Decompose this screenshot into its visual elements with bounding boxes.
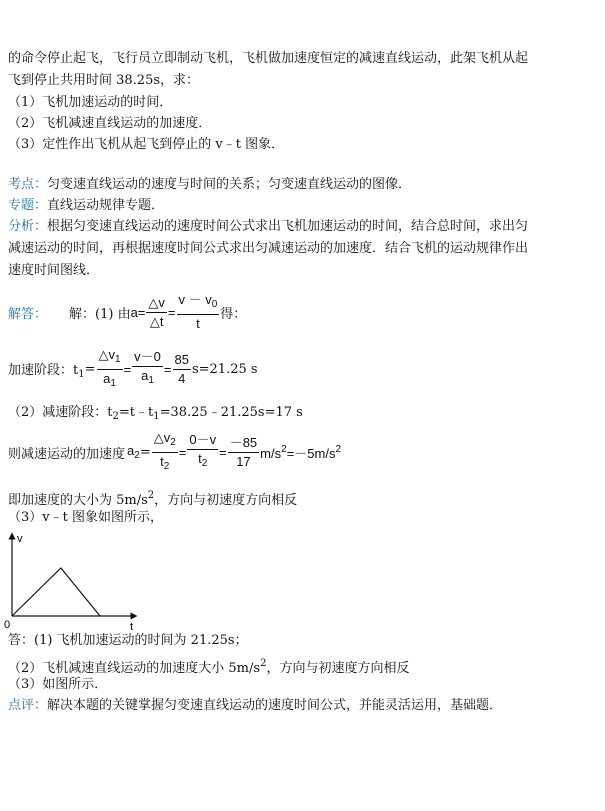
frac-85-4: $\frac{85}{4}$: [174, 351, 189, 386]
frac-den-dt: △t: [149, 313, 164, 329]
decel-prefix: 则减速运动的加速度: [8, 446, 126, 462]
t-axis-label: t: [130, 621, 134, 632]
stage1-prefix: 加速阶段：$t_1$: [8, 362, 85, 380]
frac-v-v0-t: [177, 291, 220, 333]
fenxi-label: 分析：: [8, 219, 48, 234]
dianping-label: 点评：: [8, 698, 48, 713]
jieda-de: 得：: [220, 306, 247, 322]
frac-0v-t2: $\frac{0-v}{t_2}$: [189, 432, 217, 469]
fenxi-line-1: 根据匀变速直线运动的速度时间公式求出飞机加速运动的时间，结合总时间，求出匀: [47, 219, 529, 234]
jieda-label: 解答：: [8, 306, 48, 322]
question-1: （1）飞机加速运动的时间．: [8, 95, 173, 110]
fenxi-row: [8, 218, 528, 236]
problem-line-1: 的命令停止起飞，飞行员立即制动飞机，飞机做加速度恒定的减速直线运动，此架飞机从起: [8, 51, 529, 66]
zhuanti-row: [8, 197, 164, 215]
question-3: （3）定性作出飞机从起飞到停止的 v﹣t 图象．: [8, 137, 285, 152]
v-axis-label: v: [17, 533, 23, 545]
vt-graph: [4, 532, 144, 632]
vt-curve: [12, 568, 100, 616]
stage1-row: 加速阶段：$t_1$ = $\frac{\triangle v_1}{a_1}$ = $\frac{v-0}{a_1}$ = $\frac{85}{4}$ s=21.25 s: [8, 346, 258, 392]
graph-intro: （3）v﹣t 图象如图所示，: [8, 510, 163, 525]
kaodian-row: [8, 176, 411, 194]
fenxi-line-3: 速度时间图线．: [8, 263, 100, 278]
frac-85-17: $\frac{-85}{17}$: [229, 434, 258, 469]
answer-line-3: （3）如图所示．: [8, 677, 108, 692]
frac-num-dv: △v: [146, 294, 167, 313]
answer-line-2: （2）飞机减速直线运动的加速度大小 $5m/s^2$，方向与初速度方向相反: [8, 658, 410, 676]
stage1-result: s=21.25 s: [191, 361, 258, 377]
formula-a-eq: a=: [130, 304, 146, 320]
answer-line-1: 答：(1) 飞机加速运动的时间为 21.25s；: [8, 633, 248, 648]
kaodian-label: 考点：: [8, 177, 48, 192]
frac-num-v-v0: $v - v_0$: [177, 291, 220, 315]
zhuanti-label: 专题：: [8, 198, 48, 213]
question-2: （2）飞机减速直线运动的加速度．: [8, 116, 212, 131]
jieda-row: 解答： 解：(1) 由 a= $\frac{\triangle v}{\triangle t}$ = $\frac{v - v_0}{t}$ 得：: [8, 292, 247, 331]
magnitude-row: 即加速度的大小为 $5m/s^2$，方向与初速度方向相反: [8, 490, 298, 508]
dianping-row: [8, 697, 502, 715]
kaodian-text: 匀变速直线运动的速度与时间的关系；匀变速直线运动的图像．: [47, 177, 412, 192]
stage2-row: （2）减速阶段：$t_2=t﹣t_1=38.25﹣21.25s=17$ s: [8, 405, 303, 422]
dianping-text: 解决本题的关键掌握匀变速直线运动的速度时间公式，并能灵活运用，基础题．: [47, 698, 503, 713]
jieda-intro: 解：(1) 由: [69, 306, 131, 322]
frac-v0-a1: $\frac{v-0}{a_1}$: [134, 349, 161, 386]
frac-dv2-t2: $\frac{\triangle v_2}{t_2}$: [153, 429, 176, 472]
frac-den-t: t: [196, 316, 200, 331]
problem-line-2: 飞到停止共用时间 38.25s，求：: [8, 73, 200, 88]
origin-label: 0: [4, 619, 11, 631]
zhuanti-text: 直线运动规律专题．: [47, 198, 165, 213]
frac-dv-dt: [146, 294, 167, 331]
frac-dv1-a1: $\frac{\triangle v_1}{a_1}$: [98, 346, 121, 389]
decel-row: 则减速运动的加速度 $a_2$ = $\frac{\triangle v_2}{t_2}$ = $\frac{0-v}{t_2}$ = $\frac{-85}{17}$ $m/s^2=-5m/s^2$: [8, 428, 341, 476]
fenxi-line-2: 减速运动的时间，再根据速度时间公式求出匀减速运动的加速度．结合飞机的运动规律作出: [8, 241, 529, 256]
